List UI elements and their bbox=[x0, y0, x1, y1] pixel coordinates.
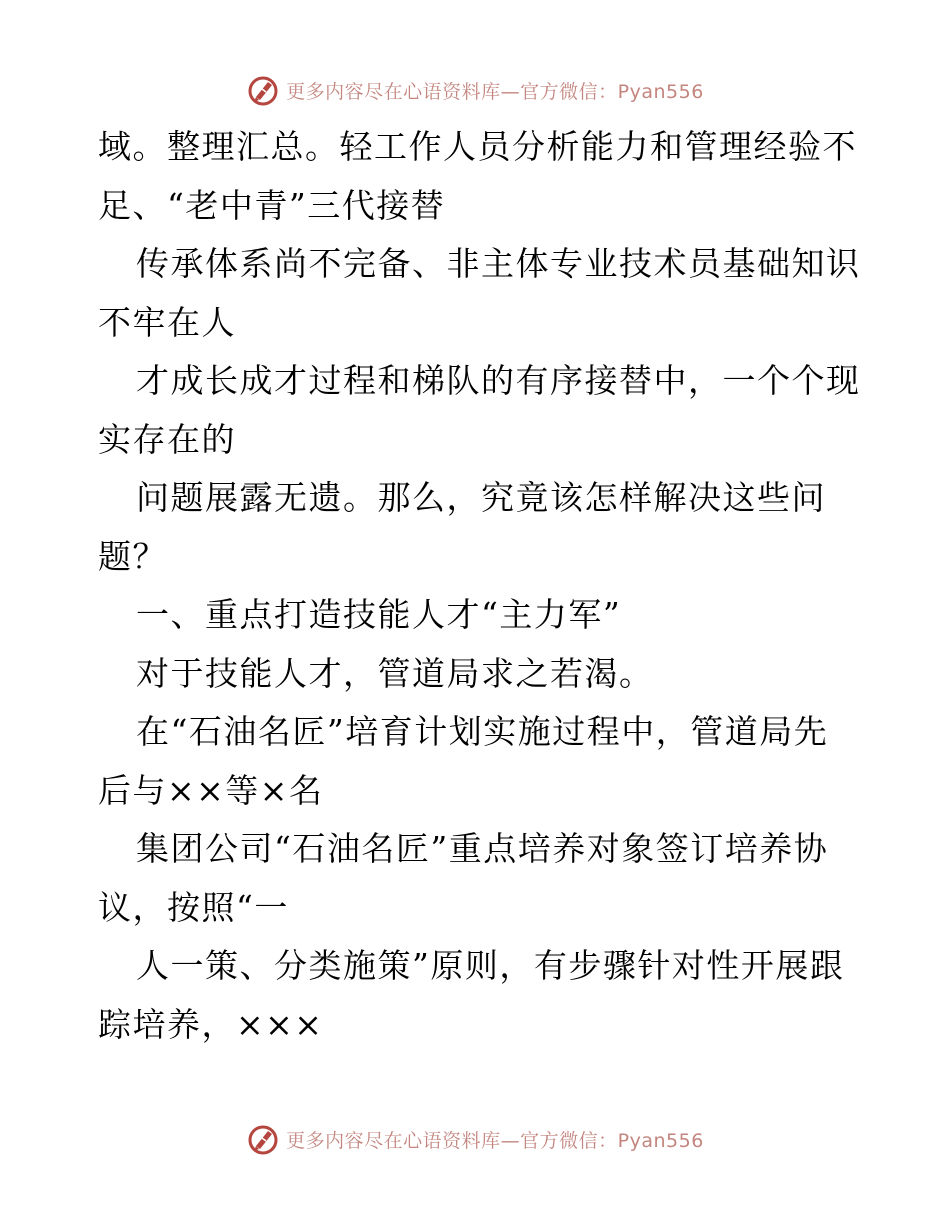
text-line: 对于技能人才，管道局求之若渴。 bbox=[136, 653, 654, 693]
text-line: 域。整理汇总。轻工作人员分析能力和管理经验不 bbox=[98, 127, 857, 166]
text-line: 踪培养，××× bbox=[98, 1004, 324, 1044]
text-line: 人一策、分类施策”原则，有步骤针对性开展跟 bbox=[136, 946, 845, 985]
text-line: 一、重点打造技能人才“主力军” bbox=[136, 595, 622, 634]
pen-logo-icon bbox=[246, 1122, 280, 1156]
text-line: 实存在的 bbox=[98, 419, 236, 459]
pen-logo-icon bbox=[246, 73, 280, 107]
footer-watermark bbox=[0, 1121, 950, 1157]
header-watermark bbox=[0, 72, 950, 108]
text-line: 题？ bbox=[98, 536, 167, 576]
text-line: 足、“老中青”三代接替 bbox=[98, 185, 446, 225]
document-body bbox=[98, 118, 861, 1054]
text-line: 传承体系尚不完备、非主体专业技术员基础知识 bbox=[136, 244, 861, 283]
text-line: 议，按照“一 bbox=[98, 887, 289, 927]
text-line: 问题展露无遗。那么，究竟该怎样解决这些问 bbox=[136, 478, 826, 517]
watermark-text: 更多内容尽在心语资料库—官方微信：Pyan556 bbox=[286, 80, 704, 103]
watermark-text: 更多内容尽在心语资料库—官方微信：Pyan556 bbox=[286, 1129, 704, 1152]
text-line: 在“石油名匠”培育计划实施过程中，管道局先 bbox=[136, 712, 829, 751]
text-line: 后与××等×名 bbox=[98, 770, 324, 810]
text-line: 集团公司“石油名匠”重点培养对象签订培养协 bbox=[136, 829, 829, 868]
text-line: 不牢在人 bbox=[98, 302, 236, 342]
text-line: 才成长成才过程和梯队的有序接替中，一个个现 bbox=[136, 361, 861, 400]
